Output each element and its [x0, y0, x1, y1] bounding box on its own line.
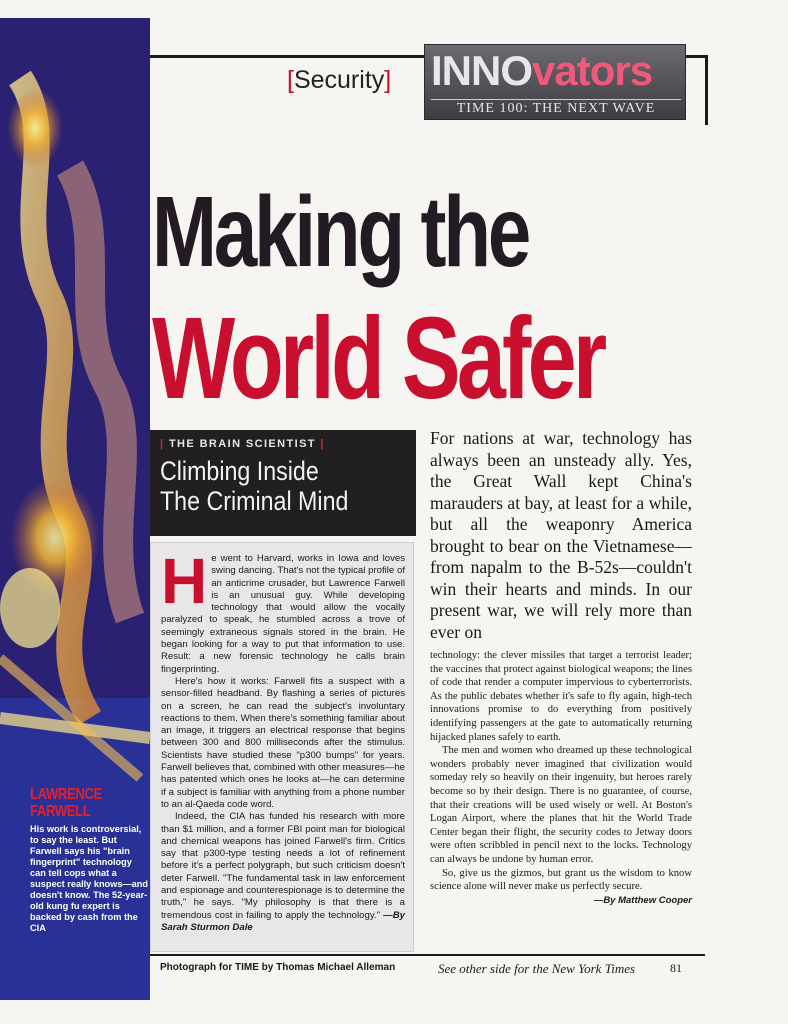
headline-line-1: Making the [152, 176, 529, 288]
main-paragraph-2: The men and women who dreamed up these technological wonders probably never imagined that civilization would someday rely so heavily on their ingenuity, but heroes rarely become so by their design. There is no guarantee, of course, that their creations will be used wisely or well. At Boston's Logan Airport, where the planes that hit the World Trade Center began their flight, the security codes to Jetway doors were often scribbled in pencil next to the locks. Technology can always be undone by human error. [430, 745, 692, 865]
innovators-badge [424, 44, 686, 120]
caption-name: LAWRENCE FARWELL [30, 786, 102, 820]
main-paragraph-3: So, give us the gizmos, but grant us the wisdom to know science alone will never make us perfectly secure. [430, 867, 692, 893]
sidebar-article [150, 542, 414, 952]
footer-rule [150, 954, 705, 956]
drop-cap: H [161, 545, 208, 617]
main-article [430, 428, 692, 907]
badge-subtitle: TIME 100: THE NEXT WAVE [431, 99, 681, 117]
sidebar-title: Climbing Inside The Criminal Mind [160, 456, 349, 516]
wordmark-part-b: vators [532, 47, 653, 94]
sidebar-kicker: | THE BRAIN SCIENTIST | [160, 438, 325, 450]
sidebar-header-box [150, 430, 416, 536]
innovators-wordmark [431, 47, 652, 95]
headline-line-2: World Safer [152, 293, 604, 423]
section-label-text: Security [293, 66, 385, 94]
portrait-photo [0, 18, 150, 1000]
header-vertical-rule [705, 55, 708, 125]
section-label: [Security] [287, 66, 392, 94]
sidebar-paragraph-1: e went to Harvard, works in Iowa and loves swing dancing. That's not the typical profile of an anticrime crusader, but Lawrence Farwell is an unusual guy. While developing technology that would allow the vocally paralyzed to speak, he stumbled across a trove of seemingly extraneous signals stored in the brain. He began looking for a way to put that information to use. Result: a new forensic technology he calls brain fingerprinting. [161, 553, 405, 675]
sidebar-kicker-text: THE BRAIN SCIENTIST [168, 438, 316, 450]
photo-credit: Photograph for TIME by Thomas Michael Alleman [160, 962, 396, 973]
main-byline: —By Matthew Cooper [593, 894, 692, 906]
sidebar-paragraph-2: Here's how it works: Farwell fits a suspect with a sensor-filled headband. By flashing a series of pictures on a screen, he can read the subject's involuntary reactions to them. When there's something familiar about an image, it triggers an electrical response that begins between 300 and 800 milliseconds after the stimulus. Scientists have studied these "p300 bumps" for years. Farwell believes that, combined with other measures—he has patented which ones he looks at—he can determine if a subject is familiar with anything from a phone number to an al-Qaeda code word. [161, 675, 405, 810]
main-paragraph-1: technology: the clever missiles that target a terrorist leader; the vaccines that protect against biological weapons; the lines of code that render a computer impervious to cyberterrorists. As the public debates whether it's safe to fly again, high-tech innovations promise to do everything from positively identifying passengers at the gate to automatically returning hijacked planes safely to earth. [430, 650, 692, 743]
see-other-side: See other side for the New York Times [438, 961, 636, 976]
main-body [430, 649, 692, 906]
wordmark-part-a: INNO [431, 47, 532, 94]
page-number: 81 [670, 961, 682, 975]
caption-text: His work is controversial, to say the least. But Farwell says his "brain fingerprint" technology can tell cops what a suspect really knows—and doesn't know. The 52-year-old kung fu expert is backed by cash from the CIA [30, 824, 148, 933]
sidebar-byline: —By Sarah Sturmon Dale [161, 909, 406, 933]
sidebar-paragraph-3: Indeed, the CIA has funded his research with more than $1 million, and a former FBI point man for biological and chemical weapons has joined Farwell's firm. Critics say that p300-type testing needs a lot of refinement before it's a perfect polygraph, but such criticism doesn't deter Farwell. "The fundamental task in law enforcement and espionage and counterespionage is to determine the truth," he says. "My philosophy is that there is a tremendous cost in failing to apply the technology." [161, 811, 405, 921]
main-lead: For nations at war, technology has always been an unsteady ally. Yes, the Great Wall kept China's marauders at bay, at least for a while, but all the weaponry America brought to bear on the Vietnamese—from napalm to the B-52s—couldn't win their hearts and minds. In our present war, we will rely more than ever on [430, 428, 692, 642]
photo-caption [30, 786, 148, 934]
